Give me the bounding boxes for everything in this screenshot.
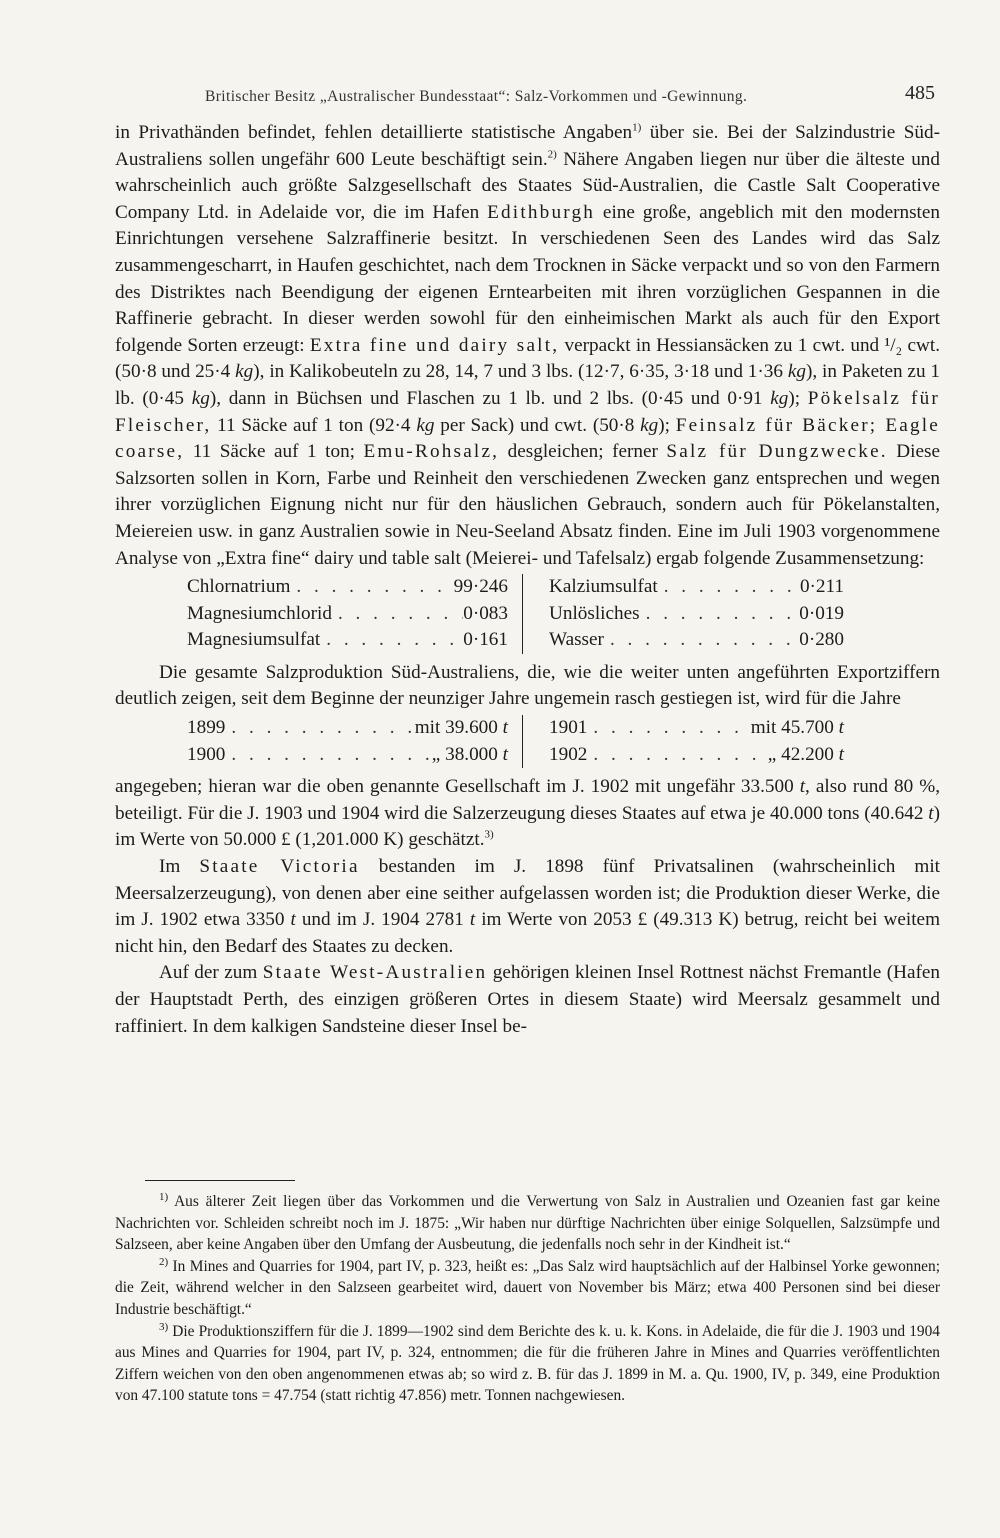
production-column-right	[523, 715, 858, 768]
footnote-ref-3: 3)	[484, 829, 494, 842]
production-row: 1900 . . . „ 38.000 t	[187, 742, 522, 769]
analysis-column-left	[187, 574, 522, 654]
production-row: 1901 . . . mit 45.700 t	[549, 715, 858, 742]
analysis-row: Unlösliches . . . 0·019	[549, 601, 858, 628]
production-table	[187, 715, 858, 768]
spaced-term-victoria: Staate Victoria	[199, 856, 360, 878]
footnote-rule	[145, 1180, 295, 1181]
paragraph-west-australia: Auf der zum Staate West-Australien gehörigen kleinen Insel Rottnest nächst Fremantle (Hafen der Hauptstadt Perth, des einzigen größeren Ortes in diesem Staate) wird Meersalz gesammelt und raffiniert. In dem kalkigen Sandsteine dieser Insel be-	[115, 962, 941, 1037]
paragraph-castle-salt: in Privathänden befindet, fehlen detaillierte statistische Angaben$^{1)}$ über sie. Bei der Salzindustrie Süd-Australiens sollen ungefähr 600 Leute beschäftigt sein.$^{2)}$ Nähere Angaben liegen nur über die älteste und wahrscheinlich auch größte Salzgesellschaft des Staates Süd-Australien, die Castle Salt Cooperative Company Ltd. in Adelaide vor, die im Hafen Edithburgh eine große, angeblich mit den modernsten Einrichtungen versehene Salzraffinerie besitzt. In verschiedenen Seen des Landes wird das Salz zusammengescharrt, in Haufen geschichtet, nach dem Trocknen in Säcke verpackt und so von den Farmern des Distriktes nach Beendigung der eigenen Erntearbeiten mit ihren vorzüglichen Gespannen in die Raffinerie gebracht. In dieser werden sowohl für den einheimischen Markt als auch für den Export folgende Sorten erzeugt: Extra fine und dairy salt, verpackt in Hessiansäcken zu 1 cwt. und ¹/₂ cwt. (50·8 und 25·4 kg), in Kalikobeuteln zu 28, 14, 7 und 3 lbs. (12·7, 6·35, 3·18 und 1·36 kg), in Paketen zu 1 lb. (0·45 kg), dann in Büchsen und Flaschen zu 1 lb. und 2 lbs. (0·45 und 0·91 kg); Pökelsalz für Fleischer, 11 Säcke auf 1 ton (92·4 kg per Sack) und cwt. (50·8 kg); Feinsalz für Bäcker; Eagle coarse, 11 Säcke auf 1 ton; Emu-Rohsalz, desgleichen; ferner Salz für Dungzwecke. Diese Salzsorten sollen in Korn, Farbe und Reinheit den verschiedenen Zwecken ganz entsprechen und wegen ihrer vorzüglichen Eignung nicht nur für den häuslichen Gebrauch, sondern auch für Pökelanstalten, Meiereien usw. in ganz Australien sowie in Neu-Seeland Absatz finden. Eine im Juli 1903 vorgenommene Analyse von „Extra fine“ dairy und table salt (Meierei- und Tafelsalz) ergab folgende Zusammensetzung:	[115, 121, 941, 569]
analysis-row: Chlornatrium . . . 99·246	[187, 574, 522, 601]
spaced-term-edithburgh: Edithburgh	[487, 201, 596, 223]
production-row: 1899 . . . mit 39.600 t	[187, 715, 522, 742]
footnotes	[115, 1180, 940, 1407]
spaced-term-feinsalz: Feinsalz für Bäcker; Eagle coarse,	[115, 414, 940, 463]
spaced-term-poekelsalz: Pökelsalz für Fleischer,	[115, 387, 940, 436]
spaced-term-emu: Emu-Rohsalz,	[363, 441, 500, 463]
main-text	[115, 120, 940, 1040]
spaced-term-dungsalz: Salz für Dungzwecke.	[666, 441, 888, 463]
analysis-column-right	[523, 574, 858, 654]
paragraph-estimate: angegeben; hieran war die oben genannte Gesellschaft im J. 1902 mit ungefähr 33.500 t, also rund 80 %, beteiligt. Für die J. 1903 und 1904 wird die Salzerzeugung dieses Staates auf etwa je 40.000 tons (40.642 t) im Werte von 50.000 £ (1,201.000 K) geschätzt.$^{3)}$	[115, 776, 941, 851]
production-column-left	[187, 715, 522, 768]
page-number: 485	[905, 82, 935, 104]
analysis-table	[187, 574, 858, 654]
footnote-2: $^{2)}$ In Mines and Quarries for 1904, part IV, p. 323, heißt es: „Das Salz wird hauptsächlich auf der Halbinsel Yorke gewonnen; die Zeit, während welcher in den Salzseen gearbeitet wird, dauert von November bis März; etwa 400 Personen sind bei dieser Industrie beschäftigt.“	[115, 1255, 940, 1318]
paragraph-production: Die gesamte Salzproduktion Süd-Australiens, die, wie die weiter unten angeführten Exportziffern deutlich zeigen, seit dem Beginne der neunziger Jahre ungemein rasch gestiegen ist, wird für die Jahre	[115, 661, 940, 710]
header-title: Britischer Besitz „Australischer Bundesstaat“: Salz-Vorkommen und -Gewinnung.	[205, 88, 748, 105]
production-row: 1902 . . . „ 42.200 t	[549, 742, 858, 769]
analysis-row: Magnesiumsulfat . . . 0·161	[187, 627, 522, 654]
analysis-row: Wasser . . . 0·280	[549, 627, 858, 654]
footnote-3: $^{3)}$ Die Produktionsziffern für die J. 1899—1902 sind dem Berichte des k. u. k. Kons. in Adelaide, die für die J. 1903 und 1904 aus Mines and Quarries for 1904, part IV, p. 324, entnommen; die für die früheren Jahre in Mines and Quarries veröffentlichten Ziffern weichen von den oben angenommenen etwas ab; so wird z. B. für das J. 1899 in M. a. Qu. 1900, IV, p. 349, eine Produktion von 47.100 statute tons = 47.754 (statt richtig 47.856) metr. Tonnen nachgewiesen.	[115, 1320, 940, 1405]
footnote-ref-1: 1)	[632, 121, 642, 134]
analysis-row: Kalziumsulfat . . . 0·211	[549, 574, 858, 601]
footnote-1: $^{1)}$ Aus älterer Zeit liegen über das Vorkommen und die Verwertung von Salz in Australien und Ozeanien fast gar keine Nachrichten vor. Schleiden schreibt noch im J. 1875: „Wir haben nur dürftige Nachrichten über einige Solquellen, Salzsümpfe und Salzseen, aber keine Angaben über den Umfang der Ausbeutung, die jedenfalls noch sehr in der Kindheit ist.“	[115, 1190, 940, 1254]
spaced-term-extra-fine: Extra fine und dairy salt,	[309, 334, 560, 356]
analysis-row: Magnesiumchlorid . . . 0·083	[187, 601, 522, 628]
running-header	[110, 82, 945, 112]
paragraph-victoria: Im Staate Victoria bestanden im J. 1898 fünf Privatsalinen (wahrscheinlich mit Meersalzerzeugung), von denen aber eine seither aufgelassen worden ist; die Produktion dieser Werke, die im J. 1902 etwa 3350 t und im J. 1904 2781 t im Werte von 2053 £ (49.313 K) betrug, reicht bei weitem nicht hin, den Bedarf des Staates zu decken.	[115, 856, 940, 957]
footnote-ref-2: 2)	[547, 148, 557, 161]
spaced-term-west-australien: Staate West-Australien	[262, 962, 488, 984]
